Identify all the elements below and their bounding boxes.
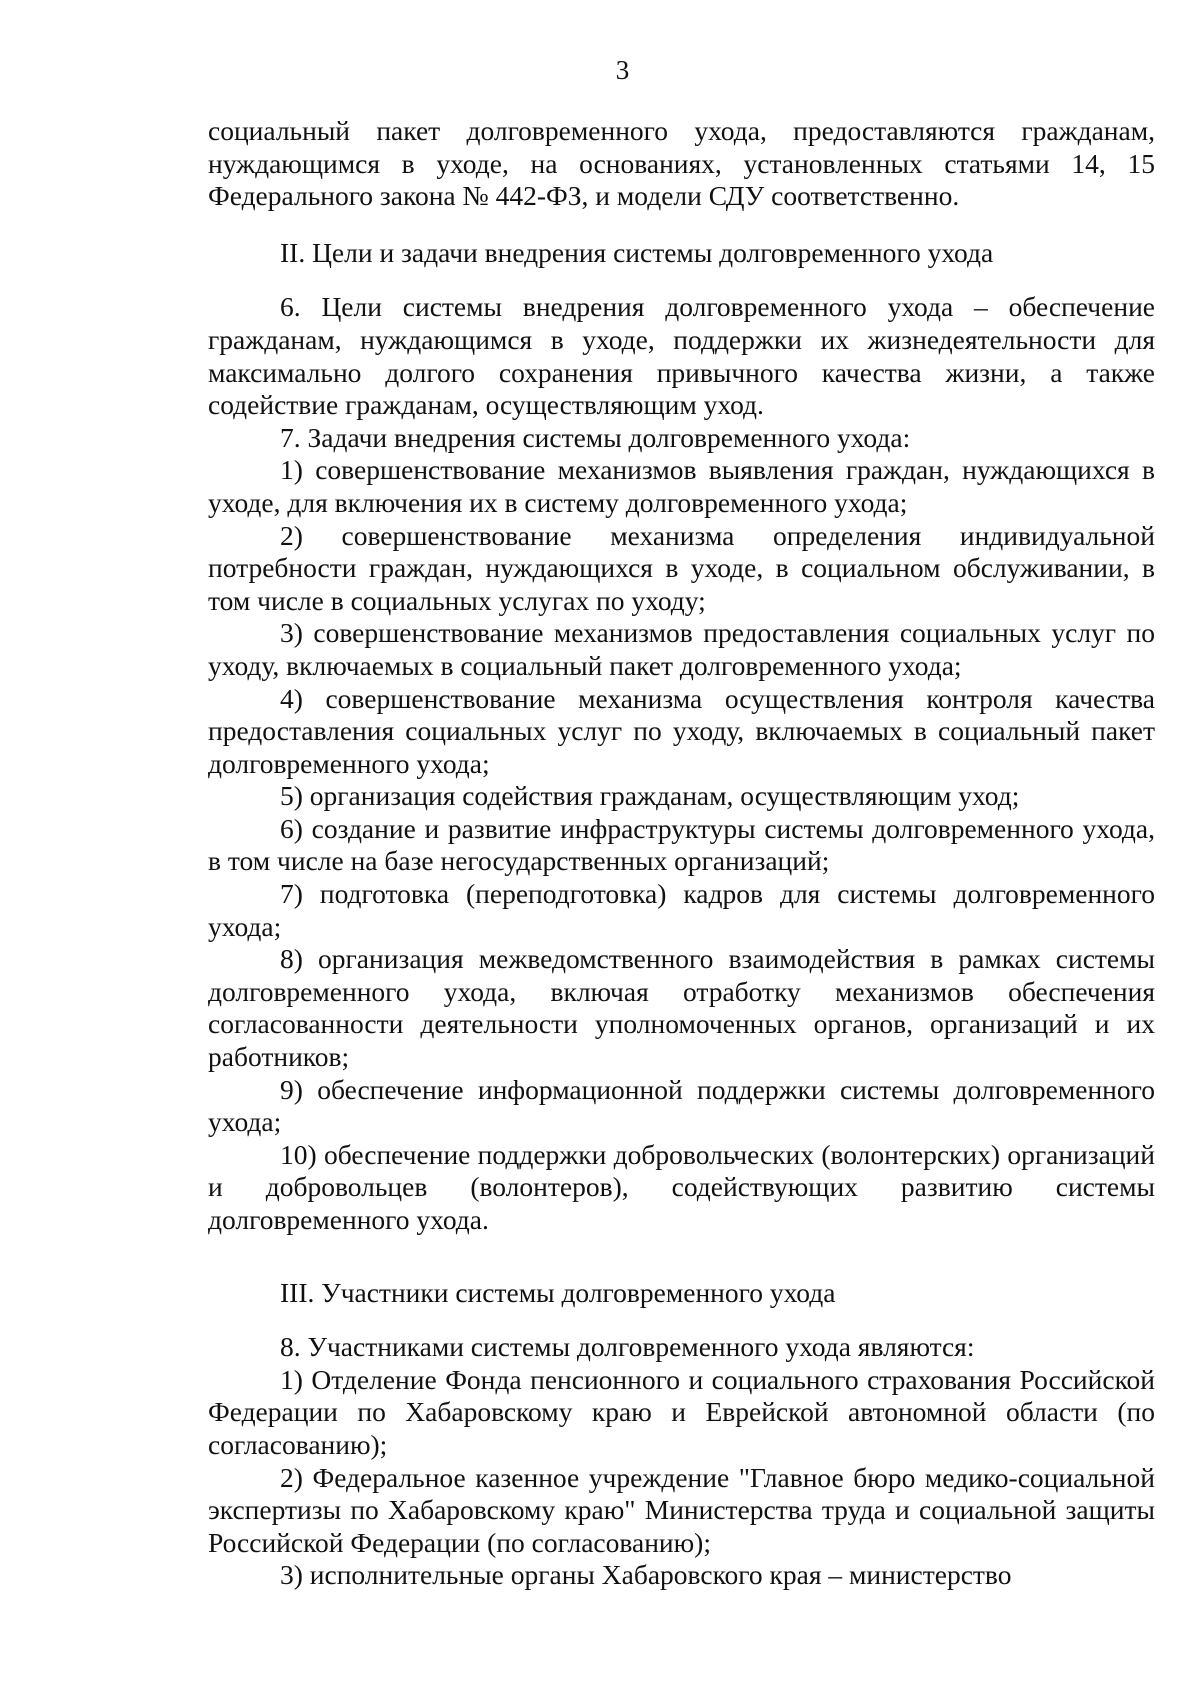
task-item-6: 6) создание и развитие инфраструктуры системы долговременного ухода, в том числе на базе негосударственных организаций; [208,812,1155,877]
task-item-8: 8) организация межведомственного взаимодействия в рамках системы долговременного ухода, включая отработку механизмов обеспечения согласованности деятельности уполномоченных органов, организаций и их работников; [208,943,1155,1073]
spacer [208,269,1155,291]
spacer [208,1309,1155,1331]
intro-paragraph: социальный пакет долговременного ухода, предоставляются гражданам, нуждающимся в уходе, на основаниях, установленных статьями 14, 15 Федерального закона № 442-ФЗ, и модели СДУ соответственно. [208,115,1155,212]
section-3-heading: III. Участники системы долговременного ухода [280,1276,836,1308]
paragraph-7: 7. Задачи внедрения системы долговременного ухода: [280,421,911,453]
task-item-4: 4) совершенствование механизма осуществления контроля качества предоставления социальных услуг по уходу, включаемых в социальный пакет долговременного ухода; [208,682,1155,779]
task-item-2: 2) совершенствование механизма определения индивидуальной потребности граждан, нуждающихся в уходе, в социальном обслуживании, в том числе в социальных услугах по уходу; [208,519,1155,616]
page-number: 3 [615,55,630,85]
participant-item-1: 1) Отделение Фонда пенсионного и социального страхования Российской Федерации по Хабаровскому краю и Еврейской автономной области (по согласованию); [208,1363,1155,1460]
task-item-5: 5) организация содействия гражданам, осуществляющим уход; [280,780,1020,812]
spacer [208,213,1155,237]
participant-item-2: 2) Федеральное казенное учреждение "Главное бюро медико-социальной экспертизы по Хабаровскому краю" Министерства труда и социальной защиты Российской Федерации (по согласованию); [208,1461,1155,1558]
section-2-heading: II. Цели и задачи внедрения системы долговременного ухода [280,236,994,268]
task-item-10: 10) обеспечение поддержки добровольческих (волонтерских) организаций и добровольцев (волонтеров), содействующих развитию системы долговременного ухода. [208,1138,1155,1235]
document-body [208,115,1155,1592]
participant-item-3: 3) исполнительные органы Хабаровского края – министерство [280,1559,1012,1591]
task-item-1: 1) совершенствование механизмов выявления граждан, нуждающихся в уходе, для включения их в систему долговременного ухода; [208,454,1155,518]
spacer [208,1237,1155,1277]
task-item-7: 7) подготовка (переподготовка) кадров для системы долговременного ухода; [208,878,1155,942]
paragraph-6: 6. Цели системы внедрения долговременного ухода – обеспечение гражданам, нуждающимся в уходе, поддержки их жизнедеятельности для максимально долгого сохранения привычного качества жизни, а также содействие гражданам, осуществляющим уход. [208,291,1155,421]
paragraph-8: 8. Участниками системы долговременного ухода являются: [280,1331,975,1363]
task-item-9: 9) обеспечение информационной поддержки системы долговременного ухода; [208,1073,1155,1138]
task-item-3: 3) совершенствование механизмов предоставления социальных услуг по уходу, включаемых в социальный пакет долговременного ухода; [208,617,1155,681]
